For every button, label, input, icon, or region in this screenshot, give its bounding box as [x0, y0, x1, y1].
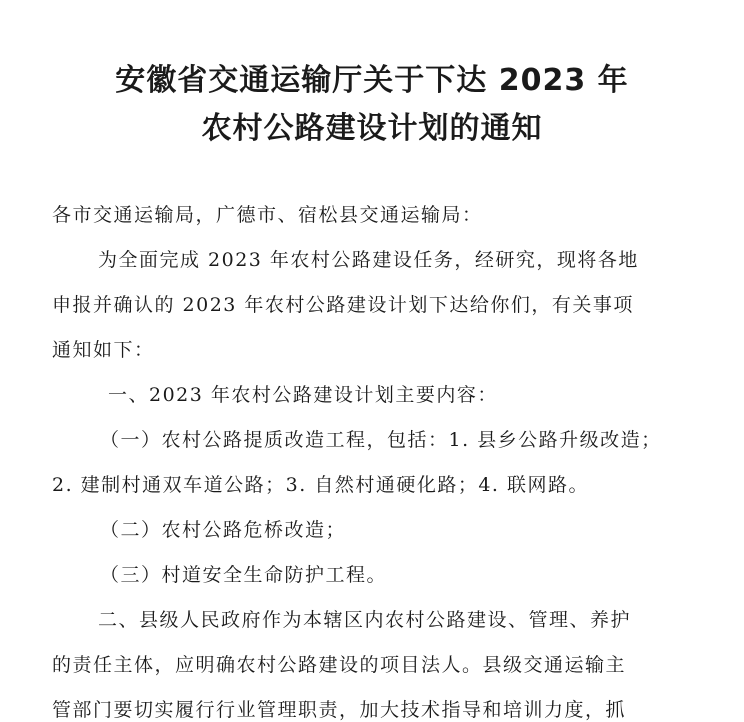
- body-line: 通知如下：: [52, 339, 155, 361]
- body-line: 管部门要切实履行行业管理职责，加大技术指导和培训力度，抓: [52, 699, 627, 721]
- body-line: （一）农村公路提质改造工程，包括：1. 县乡公路升级改造；: [100, 429, 662, 451]
- body-line: （二）农村公路危桥改造；: [100, 519, 347, 541]
- document-title-line-1: 安徽省交通运输厅关于下达 2023 年: [115, 63, 629, 98]
- salutation: 各市交通运输局，广德市、宿松县交通运输局：: [52, 204, 483, 226]
- document-title-line-2: 农村公路建设计划的通知: [201, 111, 543, 146]
- body-line: 的责任主体，应明确农村公路建设的项目法人。县级交通运输主: [52, 654, 627, 676]
- section-heading: 一、2023 年农村公路建设计划主要内容：: [108, 384, 498, 406]
- body-line: 为全面完成 2023 年农村公路建设任务，经研究，现将各地: [98, 249, 639, 271]
- body-line: 申报并确认的 2023 年农村公路建设计划下达给你们，有关事项: [52, 294, 634, 316]
- body-line: （三）村道安全生命防护工程。: [100, 564, 388, 586]
- body-line: 2. 建制村通双车道公路；3. 自然村通硬化路；4. 联网路。: [52, 474, 590, 496]
- body-line: 二、县级人民政府作为本辖区内农村公路建设、管理、养护: [98, 609, 632, 631]
